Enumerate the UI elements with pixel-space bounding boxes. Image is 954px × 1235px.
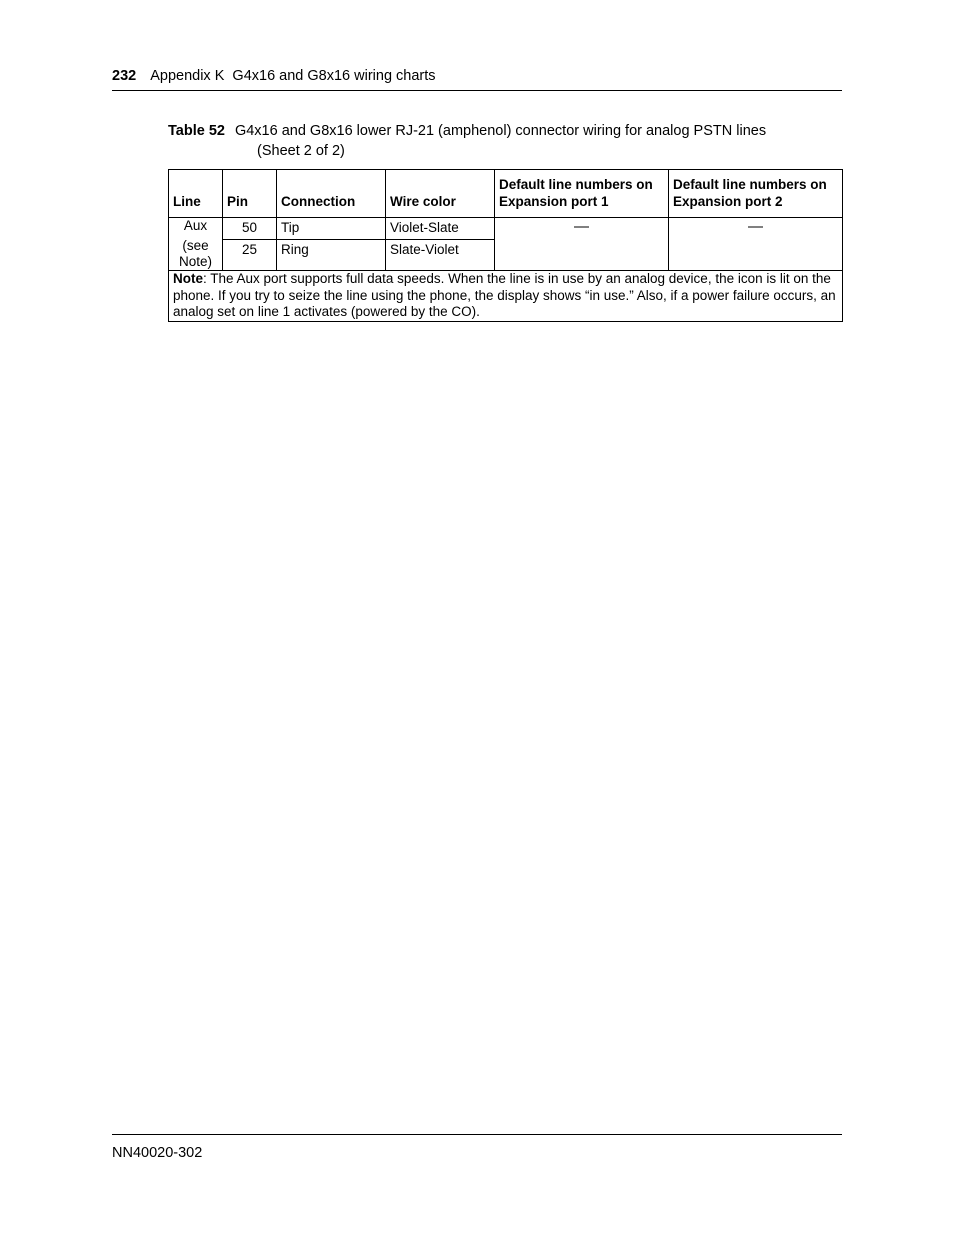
doc-number: NN40020-302	[112, 1145, 203, 1161]
page-number: 232	[112, 68, 137, 84]
wire-color-cell: Violet-Slate	[386, 218, 495, 240]
line-cell	[169, 218, 223, 271]
pin-cell: 50	[223, 218, 277, 240]
table-row	[169, 218, 843, 240]
col-header-pin: Pin	[223, 170, 277, 218]
page-footer	[112, 1134, 842, 1161]
connection-cell: Ring	[277, 240, 386, 271]
wire-color-cell: Slate-Violet	[386, 240, 495, 271]
page-header	[112, 68, 842, 91]
col-header-port2: Default line numbers on Expansion port 2	[669, 170, 843, 218]
line-label: Aux	[183, 218, 208, 233]
note-row	[169, 271, 843, 322]
header-row	[169, 170, 843, 218]
col-header-wire-color: Wire color	[386, 170, 495, 218]
line-note-ref: (see Note)	[178, 238, 212, 269]
pin-cell: 25	[223, 240, 277, 271]
note-label: Note	[173, 271, 203, 286]
table-label: Table 52	[168, 123, 225, 139]
section-title: Appendix K G4x16 and G8x16 wiring charts	[150, 68, 436, 84]
table-caption	[168, 121, 842, 161]
col-header-line: Line	[169, 170, 223, 218]
table-sheet: (Sheet 2 of 2)	[257, 143, 345, 159]
port2-cell: —	[669, 218, 843, 271]
port1-cell: —	[495, 218, 669, 271]
note-cell	[169, 271, 843, 322]
note-text: : The Aux port supports full data speeds. When the line is in use by an analog device, the icon is lit on the phone. If you try to seize the line using the phone, the display shows “in use.” Also, if a power failure occurs, an analog set on line 1 activates (powered by the CO).	[173, 271, 836, 319]
col-header-port1: Default line numbers on Expansion port 1	[495, 170, 669, 218]
wiring-table	[168, 169, 843, 322]
table-title: G4x16 and G8x16 lower RJ-21 (amphenol) connector wiring for analog PSTN lines	[234, 123, 767, 139]
col-header-connection: Connection	[277, 170, 386, 218]
connection-cell: Tip	[277, 218, 386, 240]
